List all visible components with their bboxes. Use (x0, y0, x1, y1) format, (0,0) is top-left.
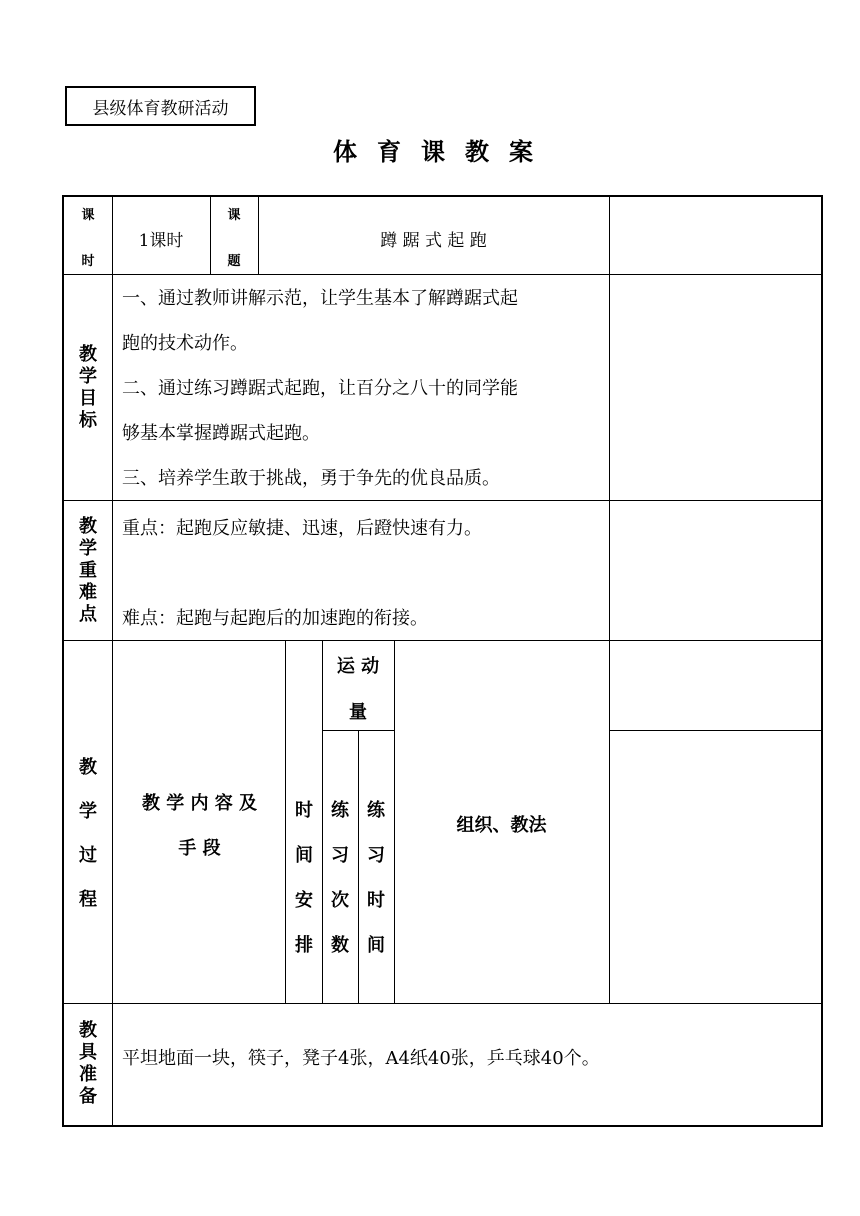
page-title: 体育课教案 (333, 137, 553, 166)
col-divider (609, 195, 610, 1003)
key-points-label: 教学重难点 (79, 516, 97, 625)
objectives-text (122, 276, 606, 501)
col-divider (112, 195, 113, 1127)
col-divider (322, 640, 323, 1003)
col-divider (285, 640, 286, 1003)
row-divider (62, 274, 823, 275)
practice-time-label: 练习时间 (367, 800, 385, 956)
table-border-top (62, 195, 823, 197)
table-border-right (821, 195, 823, 1127)
load-label-line1: 运 动 (336, 656, 380, 677)
ke-ti-label-top: 课 (227, 208, 241, 223)
row-divider (62, 640, 823, 641)
ke-shi-value: 1课时 (138, 231, 184, 251)
ke-ti-label-bottom: 题 (227, 254, 241, 269)
table-border-bottom (62, 1125, 823, 1127)
row-divider (62, 1003, 823, 1004)
objective-line: 够基本掌握蹲踞式起跑。 (122, 423, 320, 444)
key-point-text: 重点：起跑反应敏捷、迅速，后蹬快速有力。 (122, 518, 482, 539)
difficulty-text: 难点：起跑与起跑后的加速跑的衔接。 (122, 608, 428, 629)
method-label: 组织、教法 (456, 815, 547, 836)
objective-line: 跑的技术动作。 (122, 333, 248, 354)
equipment-text: 平坦地面一块，筷子，凳子4张，A4纸40张，乒乓球40个。 (122, 1048, 600, 1069)
load-label-line2: 量 (349, 702, 367, 723)
side-divider (609, 730, 821, 731)
ke-shi-label-top: 课 (81, 208, 95, 223)
content-label-line1: 教 学 内 容 及 (141, 793, 258, 814)
col-divider (394, 640, 395, 1003)
content-label-line2: 手 段 (178, 838, 221, 859)
practice-count-label: 练习次数 (331, 800, 349, 956)
objectives-label: 教学目标 (79, 344, 97, 431)
col-divider (358, 730, 359, 1003)
activity-tag: 县级体育教研活动 (65, 86, 256, 126)
time-arrangement-label: 时间安排 (295, 800, 313, 956)
table-border-left (62, 195, 64, 1127)
objective-line: 二、通过练习蹲踞式起跑，让百分之八十的同学能 (122, 378, 518, 399)
objective-line: 一、通过教师讲解示范，让学生基本了解蹲踞式起 (122, 288, 518, 309)
equipment-label: 教具准备 (79, 1020, 97, 1107)
ke-ti-value: 蹲 踞 式 起 跑 (380, 231, 487, 251)
process-label: 教学过程 (79, 757, 97, 910)
objective-line: 三、培养学生敢于挑战，勇于争先的优良品质。 (122, 468, 500, 489)
ke-shi-label-bottom: 时 (81, 254, 95, 269)
